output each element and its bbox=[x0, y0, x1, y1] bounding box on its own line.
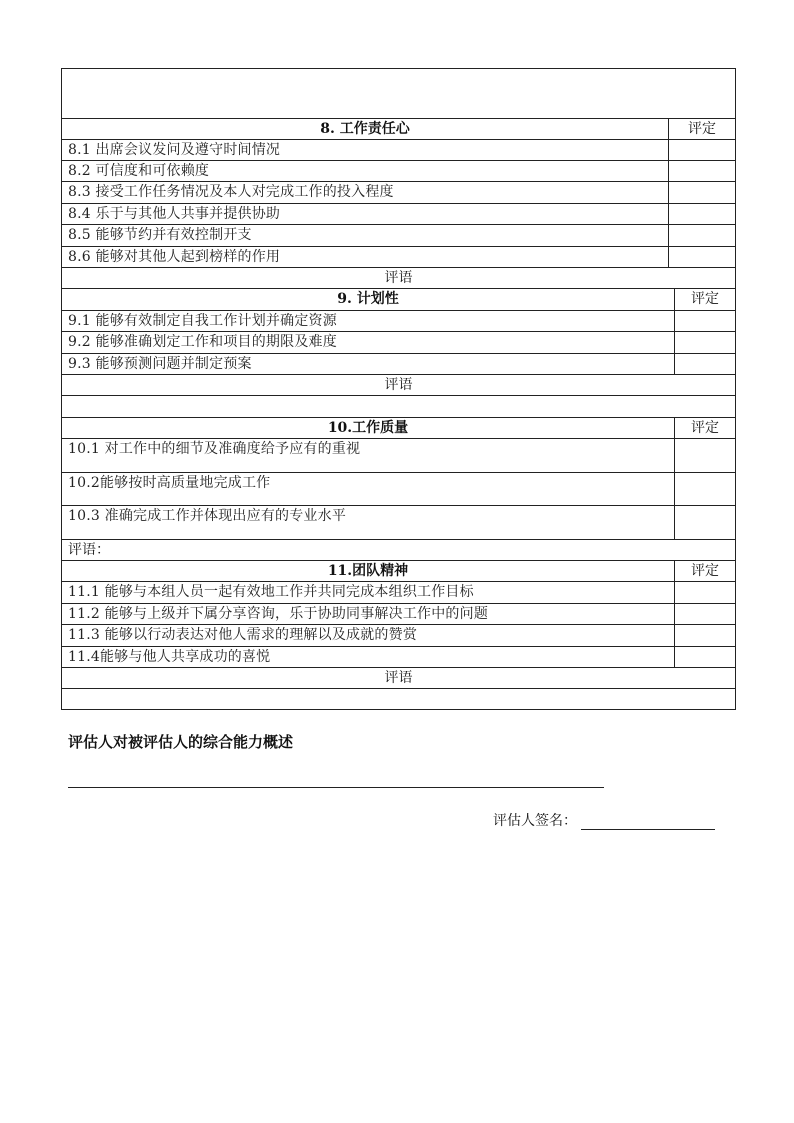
item-label: 10.2能够按时高质量地完成工作 bbox=[68, 475, 271, 491]
evaluation-form-table bbox=[61, 68, 736, 710]
rating-cell[interactable] bbox=[668, 140, 735, 160]
item-label: 8.5 能够节约并有效控制开支 bbox=[68, 227, 252, 243]
item-row bbox=[62, 160, 735, 181]
section-work-quality bbox=[62, 417, 735, 560]
item-label: 9.3 能够预测问题并制定预案 bbox=[68, 356, 252, 372]
section-title: 9. 计划性 bbox=[337, 291, 399, 307]
item-row bbox=[62, 472, 735, 505]
section-title: 8. 工作责任心 bbox=[320, 121, 410, 137]
item-row bbox=[62, 438, 735, 472]
section-teamwork bbox=[62, 560, 735, 709]
section-planning bbox=[62, 288, 735, 417]
section-header-row bbox=[62, 118, 735, 139]
top-empty-cell[interactable] bbox=[62, 69, 735, 118]
comment-entry-cell[interactable] bbox=[62, 396, 735, 417]
rating-cell[interactable] bbox=[668, 161, 735, 181]
item-label: 9.1 能够有效制定自我工作计划并确定资源 bbox=[68, 313, 337, 329]
rating-cell[interactable] bbox=[674, 506, 735, 539]
item-label: 8.6 能够对其他人起到榜样的作用 bbox=[68, 249, 281, 265]
rating-cell[interactable] bbox=[674, 354, 735, 374]
section-title: 11.团队精神 bbox=[327, 563, 409, 579]
rating-header: 评定 bbox=[674, 561, 735, 581]
section-responsibility bbox=[62, 118, 735, 288]
rating-header: 评定 bbox=[674, 418, 735, 438]
section-title: 10.工作质量 bbox=[327, 420, 409, 436]
item-label: 8.1 出席会议发问及遵守时间情况 bbox=[68, 142, 281, 158]
top-empty-row bbox=[62, 69, 735, 118]
summary-writing-line[interactable] bbox=[68, 787, 604, 788]
rating-cell[interactable] bbox=[674, 582, 735, 603]
rating-cell[interactable] bbox=[674, 604, 735, 624]
item-label: 11.3 能够以行动表达对他人需求的理解以及成就的赞赏 bbox=[68, 627, 418, 643]
item-label: 11.1 能够与本组人员一起有效地工作并共同完成本组织工作目标 bbox=[68, 584, 474, 600]
rating-cell[interactable] bbox=[674, 332, 735, 353]
rating-cell[interactable] bbox=[674, 311, 735, 331]
signature-label: 评估人签名： bbox=[493, 813, 577, 829]
rating-cell[interactable] bbox=[674, 625, 735, 646]
comment-row bbox=[62, 267, 735, 288]
signature-block bbox=[493, 810, 715, 830]
item-row bbox=[62, 331, 735, 353]
rating-header: 评定 bbox=[674, 289, 735, 310]
comment-label: 评语 bbox=[384, 670, 413, 686]
section-header-row bbox=[62, 560, 735, 581]
item-label: 10.1 对工作中的细节及准确度给予应有的重视 bbox=[68, 441, 361, 457]
comment-label: 评语 bbox=[384, 270, 413, 286]
item-label: 8.3 接受工作任务情况及本人对完成工作的投入程度 bbox=[68, 184, 394, 200]
signature-line[interactable] bbox=[581, 811, 715, 830]
rating-cell[interactable] bbox=[668, 225, 735, 246]
comment-row bbox=[62, 539, 735, 560]
item-label: 9.2 能够准确划定工作和项目的期限及难度 bbox=[68, 334, 337, 350]
rating-cell[interactable] bbox=[668, 204, 735, 224]
item-label: 10.3 准确完成工作并体现出应有的专业水平 bbox=[68, 508, 347, 524]
item-row bbox=[62, 581, 735, 603]
item-row bbox=[62, 603, 735, 624]
comment-label: 评语： bbox=[68, 542, 110, 558]
comment-label: 评语 bbox=[384, 377, 413, 393]
rating-cell[interactable] bbox=[668, 182, 735, 203]
section-header-row bbox=[62, 288, 735, 310]
rating-cell[interactable] bbox=[674, 473, 735, 505]
comment-row bbox=[62, 667, 735, 688]
item-label: 8.2 可信度和可依赖度 bbox=[68, 163, 210, 179]
item-row bbox=[62, 505, 735, 539]
summary-title: 评估人对被评估人的综合能力概述 bbox=[68, 733, 294, 751]
rating-header: 评定 bbox=[668, 119, 735, 139]
rating-cell[interactable] bbox=[674, 439, 735, 472]
comment-entry-cell[interactable] bbox=[62, 689, 735, 709]
item-row bbox=[62, 624, 735, 646]
comment-entry-row bbox=[62, 688, 735, 709]
item-row bbox=[62, 310, 735, 331]
section-header-row bbox=[62, 417, 735, 438]
item-row bbox=[62, 246, 735, 267]
item-row bbox=[62, 181, 735, 203]
item-label: 11.4能够与他人共享成功的喜悦 bbox=[68, 649, 271, 665]
item-label: 11.2 能够与上级并下属分享咨询，乐于协助同事解决工作中的问题 bbox=[68, 606, 489, 622]
item-row bbox=[62, 353, 735, 374]
item-row bbox=[62, 224, 735, 246]
rating-cell[interactable] bbox=[668, 247, 735, 267]
comment-row bbox=[62, 374, 735, 395]
item-row bbox=[62, 203, 735, 224]
comment-entry-row bbox=[62, 395, 735, 417]
rating-cell[interactable] bbox=[674, 647, 735, 667]
item-row bbox=[62, 139, 735, 160]
item-label: 8.4 乐于与其他人共事并提供协助 bbox=[68, 206, 281, 222]
item-row bbox=[62, 646, 735, 667]
